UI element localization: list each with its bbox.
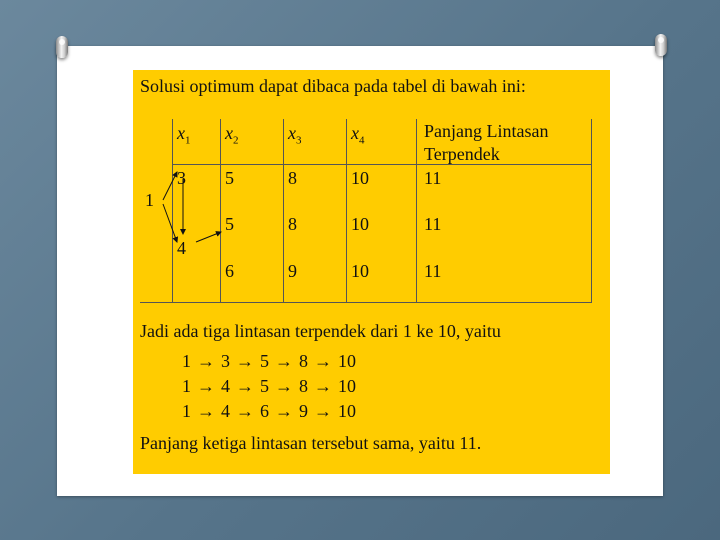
- table-divider: [283, 119, 284, 303]
- cell-r3-length: 11: [424, 261, 442, 281]
- cell-r3-x4: 10: [351, 261, 369, 281]
- table-header-rule: [172, 164, 592, 165]
- cell-r1-x2: 5: [225, 168, 234, 188]
- cell-r2-x4: 10: [351, 214, 369, 234]
- footer-text: Panjang ketiga lintasan tersebut sama, yaitu 11.: [140, 433, 482, 453]
- cell-r2-x2: 5: [225, 214, 234, 234]
- slide-heading: Solusi optimum dapat dibaca pada tabel di bawah ini:: [140, 76, 526, 96]
- cell-r1-x3: 8: [288, 168, 297, 188]
- header-x3: $x_3$: [288, 123, 302, 147]
- pin-icon: [655, 34, 667, 56]
- cell-r1-length: 11: [424, 168, 442, 188]
- cell-r1-x1: 3: [177, 168, 186, 188]
- pin-icon: [56, 36, 68, 58]
- cell-r1-x4: 10: [351, 168, 369, 188]
- table-divider: [416, 119, 417, 303]
- path-line: 1 → 3 → 5 → 8 → 10: [182, 351, 356, 371]
- table-divider: [591, 119, 592, 303]
- cell-r3-x3: 9: [288, 261, 297, 281]
- path-line: 1 → 4 → 6 → 9 → 10: [182, 401, 356, 421]
- table-bottom-rule: [140, 302, 592, 303]
- header-x4: $x_4$: [351, 123, 365, 147]
- branch-arrows-icon: [150, 160, 230, 255]
- start-node: 1: [145, 190, 154, 210]
- path-line: 1 → 4 → 5 → 8 → 10: [182, 376, 356, 396]
- header-path-length-cont: Terpendek: [424, 144, 500, 164]
- table-divider: [346, 119, 347, 303]
- cell-r2-length: 11: [424, 214, 442, 234]
- header-path-length: Panjang Lintasan: [424, 121, 549, 141]
- header-x2: $x_2$: [225, 123, 239, 147]
- header-x1: $x_1$: [177, 123, 191, 147]
- cell-r2-x3: 8: [288, 214, 297, 234]
- cell-r3-x2: 6: [225, 261, 234, 281]
- conclusion-text: Jadi ada tiga lintasan terpendek dari 1 ke 10, yaitu: [140, 321, 501, 341]
- cell-r2-x1: 4: [177, 238, 186, 258]
